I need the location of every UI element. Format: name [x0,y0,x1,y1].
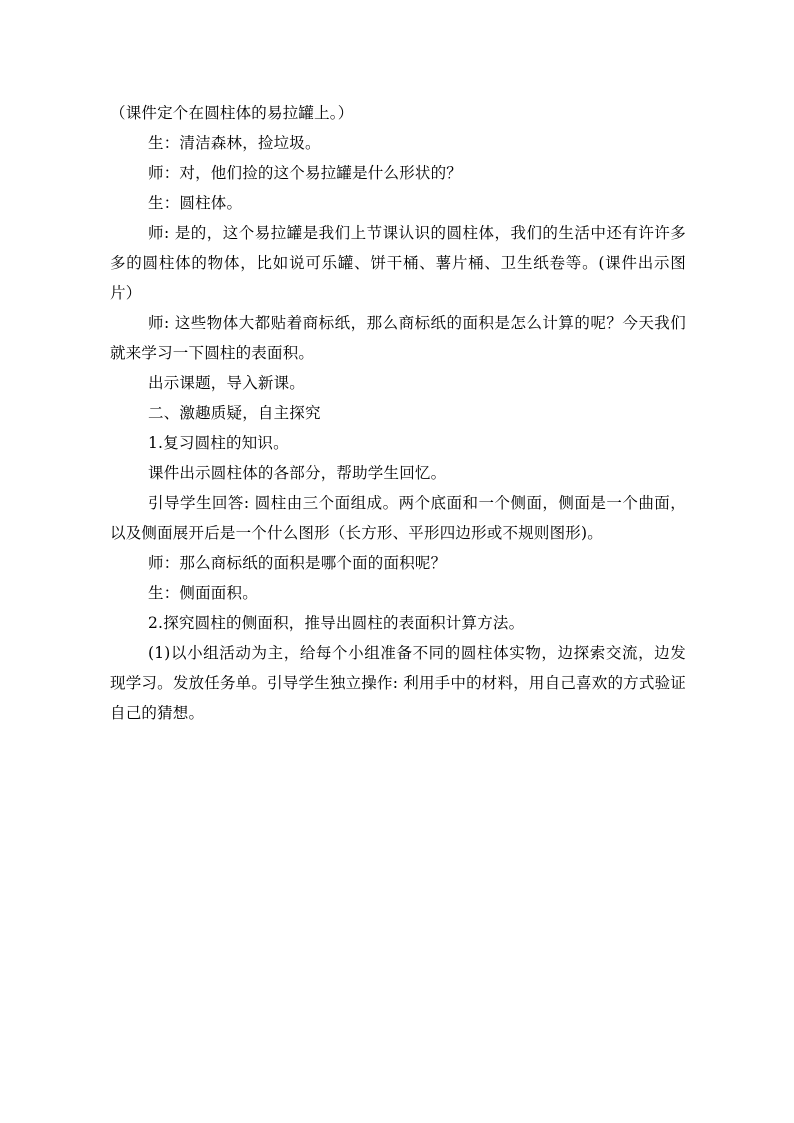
paragraph-courseware-note: （课件定个在圆柱体的易拉罐上。） [110,104,354,122]
paragraph-group-activity: (1)以小组活动为主，给每个小组准备不同的圆柱体实物，边探索交流，边发现学习。发放任务单。引导学生独立操作: 利用手中的材料，用自己喜欢的方式验证自己的猜想。 [110,644,686,722]
paragraph-student-answer-2: 生：圆柱体。 [148,194,243,212]
document-body [110,98,686,728]
paragraph-student-answer-3: 生：侧面面积。 [148,584,258,602]
paragraph-guide-answer: 引导学生回答: 圆柱由三个面组成。两个底面和一个侧面，侧面是一个曲面，以及侧面展开后是一个什么图形（长方形、平形四边形或不规则图形)。 [110,494,686,542]
section-heading-2: 二、激趣质疑，自主探究 [148,404,321,422]
paragraph-courseware-parts: 课件出示圆柱体的各部分，帮助学生回忆。 [148,464,447,482]
paragraph-review-title: 1.复习圆柱的知识。 [148,434,289,452]
paragraph-student-answer-1: 生：清洁森林，捡垃圾。 [148,134,321,152]
paragraph-show-topic: 出示课题，导入新课。 [148,374,306,392]
paragraph-teacher-explanation-1: 师: 是的，这个易拉罐是我们上节课认识的圆柱体，我们的生活中还有许许多多的圆柱体的物体，比如说可乐罐、饼干桶、薯片桶、卫生纸卷等。(课件出示图片） [110,224,686,302]
paragraph-teacher-question-2: 师：那么商标纸的面积是哪个面的面积呢？ [148,554,447,572]
paragraph-explore-title: 2.探究圆柱的侧面积，推导出圆柱的表面积计算方法。 [148,614,525,632]
paragraph-teacher-question-1: 师：对，他们捡的这个易拉罐是什么形状的？ [148,164,463,182]
paragraph-teacher-explanation-2: 师: 这些物体大都贴着商标纸，那么商标纸的面积是怎么计算的呢？今天我们就来学习一下圆柱的表面积。 [110,314,686,362]
